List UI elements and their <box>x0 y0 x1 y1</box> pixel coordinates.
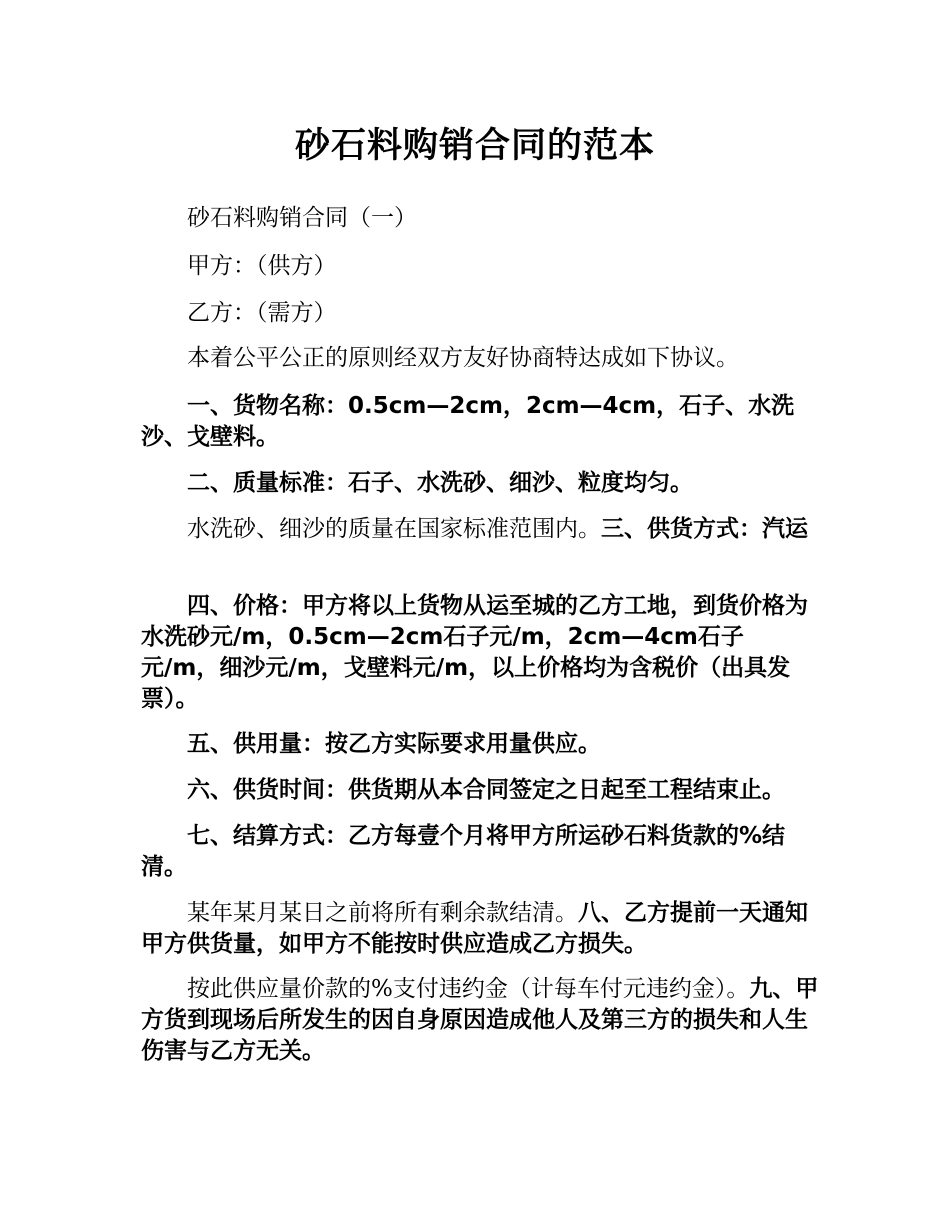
contract-subtitle <box>141 203 821 234</box>
clause-2-detail-and-clause-3 <box>141 514 821 545</box>
party-a-text: 甲方：（供方） <box>187 253 337 279</box>
clause-2-detail-text: 水洗砂、细沙的质量在国家标准范围内。 <box>187 516 601 542</box>
party-b <box>141 298 821 329</box>
clause-2-text: 二、质量标准：石子、水洗砂、细沙、粒度均匀。 <box>187 470 693 496</box>
intro-paragraph <box>141 343 821 374</box>
clause-7-detail-and-clause-8 <box>141 898 821 960</box>
clause-7-text: 七、结算方式：乙方每壹个月将甲方所运砂石料货款的%结清。 <box>141 823 786 880</box>
clause-6-text: 六、供货时间：供货期从本合同签定之日起至工程结束止。 <box>187 777 785 803</box>
clause-7 <box>141 821 821 883</box>
clause-4-text: 四、价格：甲方将以上货物从运至城的乙方工地，到货价格为水洗砂元/m，0.5cm—2cm石子元/m，2cm—4cm石子元/m，细沙元/m，戈壁料元/m，以上价格均为含税价（出具发票）。 <box>141 593 808 712</box>
clause-4 <box>141 591 821 715</box>
clause-1-text: 一、货物名称：0.5cm—2cm，2cm—4cm，石子、水洗沙、戈壁料。 <box>141 393 795 450</box>
clause-5-text: 五、供用量：按乙方实际要求用量供应。 <box>187 731 601 757</box>
clause-2 <box>141 468 821 499</box>
intro-text: 本着公平公正的原则经双方友好协商特达成如下协议。 <box>187 345 739 371</box>
clause-8-text: 八、乙方提前一天通知甲方供货量，如甲方不能按时供应造成乙方损失。 <box>141 900 808 957</box>
clause-8-detail-and-clause-9 <box>141 974 821 1067</box>
document-title: 砂石料购销合同的范本 <box>294 126 655 166</box>
clause-1 <box>141 391 821 453</box>
party-b-text: 乙方：（需方） <box>187 300 337 326</box>
party-a <box>141 251 821 282</box>
clause-8-detail-text: 按此供应量价款的%支付违约金（计每车付元违约金）。 <box>187 976 750 1002</box>
clause-6 <box>141 775 821 806</box>
clause-9-text: 九、甲方货到现场后所发生的因自身原因造成他人及第三方的损失和人生伤害与乙方无关。 <box>141 976 819 1064</box>
subtitle-text: 砂石料购销合同（一） <box>187 205 417 231</box>
clause-5 <box>141 729 821 760</box>
clause-3-text: 三、供货方式：汽运 <box>601 516 808 542</box>
clause-7-detail-text: 某年某月某日之前将所有剩余款结清。 <box>187 900 578 926</box>
